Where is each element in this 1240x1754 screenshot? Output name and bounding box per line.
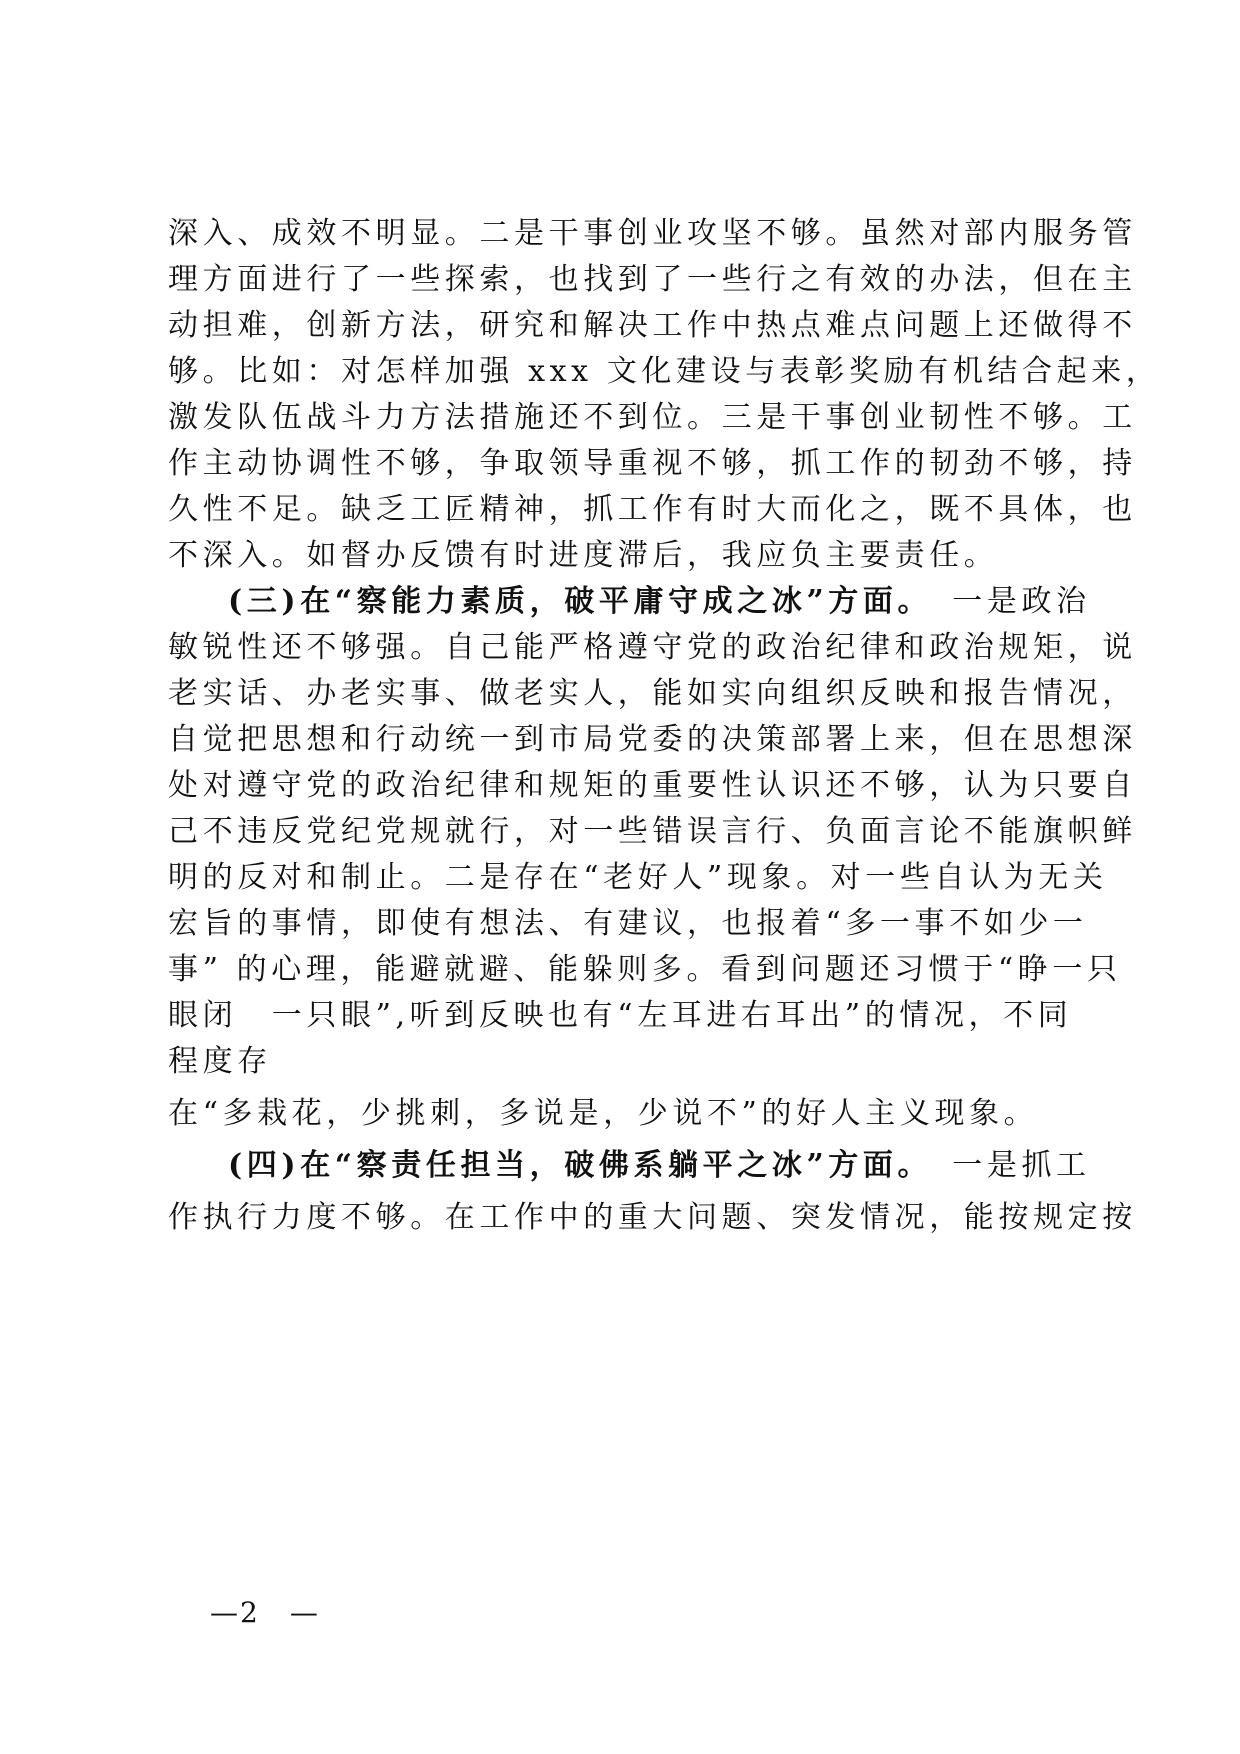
body-line: 不深入。如督办反馈有时进度滞后，我应负主要责任。: [168, 538, 999, 573]
section-4-lead-text: 一是抓工: [952, 1148, 1091, 1183]
body-line: 作主动协调性不够，争取领导重视不够，抓工作的韧劲不够，持: [168, 446, 1137, 481]
section-3-lead-text: 一是政治: [952, 584, 1091, 619]
body-line: 处对遵守党的政治纪律和规矩的重要性认识还不够，认为只要自: [168, 768, 1137, 803]
section-4-first-line: [228, 1146, 1091, 1186]
section-3-heading: (三)在“察能力素质，破平庸守成之冰”方面。: [228, 584, 933, 619]
body-line: 老实话、办老实事、做老实人，能如实向组织反映和报告情况，: [168, 676, 1137, 711]
body-line: 深入、成效不明显。二是干事创业攻坚不够。虽然对部内服务管: [168, 216, 1137, 251]
body-line: 作执行力度不够。在工作中的重大问题、突发情况，能按规定按: [168, 1200, 1137, 1235]
body-line: 理方面进行了一些探索，也找到了一些行之有效的办法，但在主: [168, 262, 1137, 297]
body-line: 久性不足。缺乏工匠精神，抓工作有时大而化之，既不具体，也: [168, 492, 1137, 527]
page-number: —2 —: [210, 1596, 320, 1629]
body-line: 敏锐性还不够强。自己能严格遵守党的政治纪律和政治规矩，说: [168, 630, 1137, 665]
body-line: 程度存: [168, 1044, 272, 1079]
body-line: 明的反对和制止。二是存在“老好人”现象。对一些自认为无关: [168, 860, 1108, 895]
section-3-first-line: [228, 582, 1091, 622]
body-line: 够。比如：对怎样加强 xxx 文化建设与表彰奖励有机结合起来，: [168, 354, 1161, 389]
body-line: 动担难，创新方法，研究和解决工作中热点难点问题上还做得不: [168, 308, 1137, 343]
body-line: 眼闭 一只眼”,听到反映也有“左耳进右耳出”的情况，不同: [168, 998, 1073, 1033]
body-line: 宏旨的事情，即使有想法、有建议，也报着“多一事不如少一: [168, 906, 1088, 941]
section-4-heading: (四)在“察责任担当，破佛系躺平之冰”方面。: [228, 1148, 933, 1183]
body-line: 在“多栽花，少挑刺，多说是，少说不”的好人主义现象。: [168, 1096, 1039, 1131]
body-line: 自觉把思想和行动统一到市局党委的决策部署上来，但在思想深: [168, 722, 1137, 757]
body-line: 激发队伍战斗力方法措施还不到位。三是干事创业韧性不够。工: [168, 400, 1137, 435]
body-line: 己不违反党纪党规就行，对一些错误言行、负面言论不能旗帜鲜: [168, 814, 1137, 849]
body-line: 事” 的心理，能避就避、能躲则多。看到问题还习惯于“睁一只: [168, 952, 1122, 987]
